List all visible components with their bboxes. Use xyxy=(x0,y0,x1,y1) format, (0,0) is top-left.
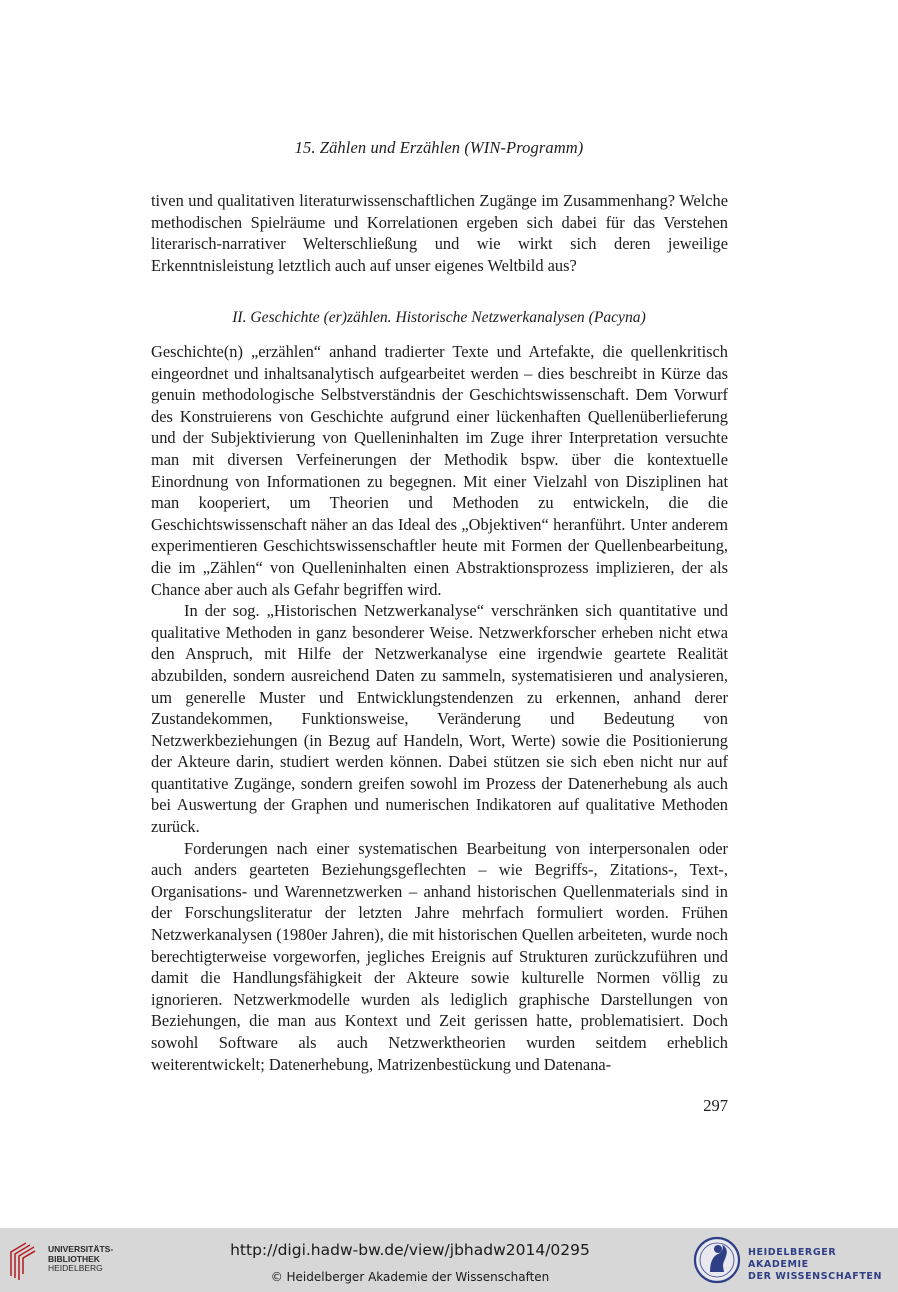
page-number: 297 xyxy=(703,1096,728,1115)
university-library-name xyxy=(48,1245,113,1274)
paragraph: Geschichte(n) „erzählen“ anhand tradierter Texte und Artefakte, die quellenkritisch eingeordnet und inhaltsanalytisch aufgearbeitet werden – dies beschreibt in Kürze das genuin methodologische Selbstverständnis der Geschichtswissenschaft. Dem Vorwurf des Konstruierens von Geschichte aufgrund einer lückenhaften Quellenüberlieferung und der Subjektivierung von Quelleninhalten im Zuge ihrer Interpretation versuchte man mit diversen Verfeinerungen der Methodik bspw. über die kontextuelle Einordnung von Informationen zu begegnen. Mit einer Vielzahl von Disziplinen hat man kooperiert, um Theorien und Methoden zu entwickeln, die die Geschichtswissenschaft näher an das Ideal des „Objektiven“ heranführt. Unter anderem experimentieren Geschichtswissenschaftler heute mit Formen der Quellenbearbeitung, die im „Zählen“ von Quelleninhalten einen Abstraktionsprozess implizieren, der als Chance aber auch als Gefahr begriffen wird. xyxy=(151,342,728,599)
intro-paragraph: tiven und qualitativen literaturwissenschaftlichen Zugänge im Zusammenhang? Welche methodischen Spielräume und Korrelationen ergeben sich dabei für das Verstehen literarisch-narrativer Welterschließung und wie wirkt sich deren jeweilige Erkenntnisleistung letztlich auch auf unser eigenes Weltbild aus? xyxy=(151,191,728,275)
university-library-logo-icon[interactable] xyxy=(8,1236,38,1282)
academy-seal-icon[interactable] xyxy=(693,1234,741,1286)
paragraph: Forderungen nach einer systematischen Bearbeitung von interpersonalen oder auch anders gearteten Beziehungsgeflechten – wie Begriffs-, Zitations-, Text-, Organisations- und Warennetzwerken – anhand historischen Quellenmaterials sind in der Forschungsliteratur der letzten Jahre mehrfach formuliert worden. Frühen Netzwerkanalysen (1980er Jahren), die mit historischen Quellen arbeiteten, wurde noch berechtigterweise vorgeworfen, jegliches Ereignis auf Strukturen zurückzuführen und damit die Handlungsfähigkeit der Akteure sowie kulturelle Normen völlig zu ignorieren. Netzwerkmodelle wurden als lediglich graphische Darstellungen von Beziehungen, die man aus Kontext und Zeit gerissen hatte, problematisiert. Doch sowohl Software als auch Netzwerktheorien wurden seitdem erheblich weiterentwickelt; Datenerhebung, Matrizenbestückung und Datenana- xyxy=(151,838,728,1074)
body-text xyxy=(151,341,728,1075)
running-head: 15. Zählen und Erzählen (WIN-Programm) xyxy=(294,138,584,157)
copyright-notice: © Heidelberger Akademie der Wissenschaften xyxy=(270,1270,550,1284)
permalink-url[interactable]: http://digi.hadw-bw.de/view/jbhadw2014/0295 xyxy=(230,1241,590,1259)
library-name-line: BIBLIOTHEK xyxy=(48,1253,100,1264)
academy-name-line: DER WISSENSCHAFTEN xyxy=(748,1271,883,1282)
academy-name xyxy=(748,1247,898,1283)
academy-name-line: HEIDELBERGER AKADEMIE xyxy=(748,1247,837,1270)
section-heading: II. Geschichte (er)zählen. Historische Netzwerkanalysen (Pacyna) xyxy=(232,309,646,326)
footer-bar xyxy=(0,1228,898,1292)
library-name-line: HEIDELBERG xyxy=(48,1263,103,1274)
paragraph: In der sog. „Historischen Netzwerkanalyse“ verschränken sich quantitative und qualitative Methoden in ganz besonderer Weise. Netzwerkforscher erheben nicht etwa den Anspruch, mit Hilfe der Netzwerkanalyse eine irgendwie geartete Realität abzubilden, sondern ausreichend Daten zu sammeln, systematisieren und analysieren, um generelle Muster und Entwicklungstendenzen zu erkennen, anhand derer Zustandekommen, Funktionsweise, Veränderung und Bedeutung von Netzwerkbeziehungen (in Bezug auf Handeln, Wort, Werte) sowie die Positionierung der Akteure darin, studiert werden können. Dabei stützen sie sich eben nicht nur auf quantitative Zugänge, sondern greifen sowohl im Prozess der Datenerhebung als auch bei Auswertung der Graphen und numerischen Indikatoren auf qualitative Methoden zurück. xyxy=(151,601,728,837)
intro-text xyxy=(151,190,728,276)
library-name-line: UNIVERSITÄTS- xyxy=(48,1244,114,1254)
